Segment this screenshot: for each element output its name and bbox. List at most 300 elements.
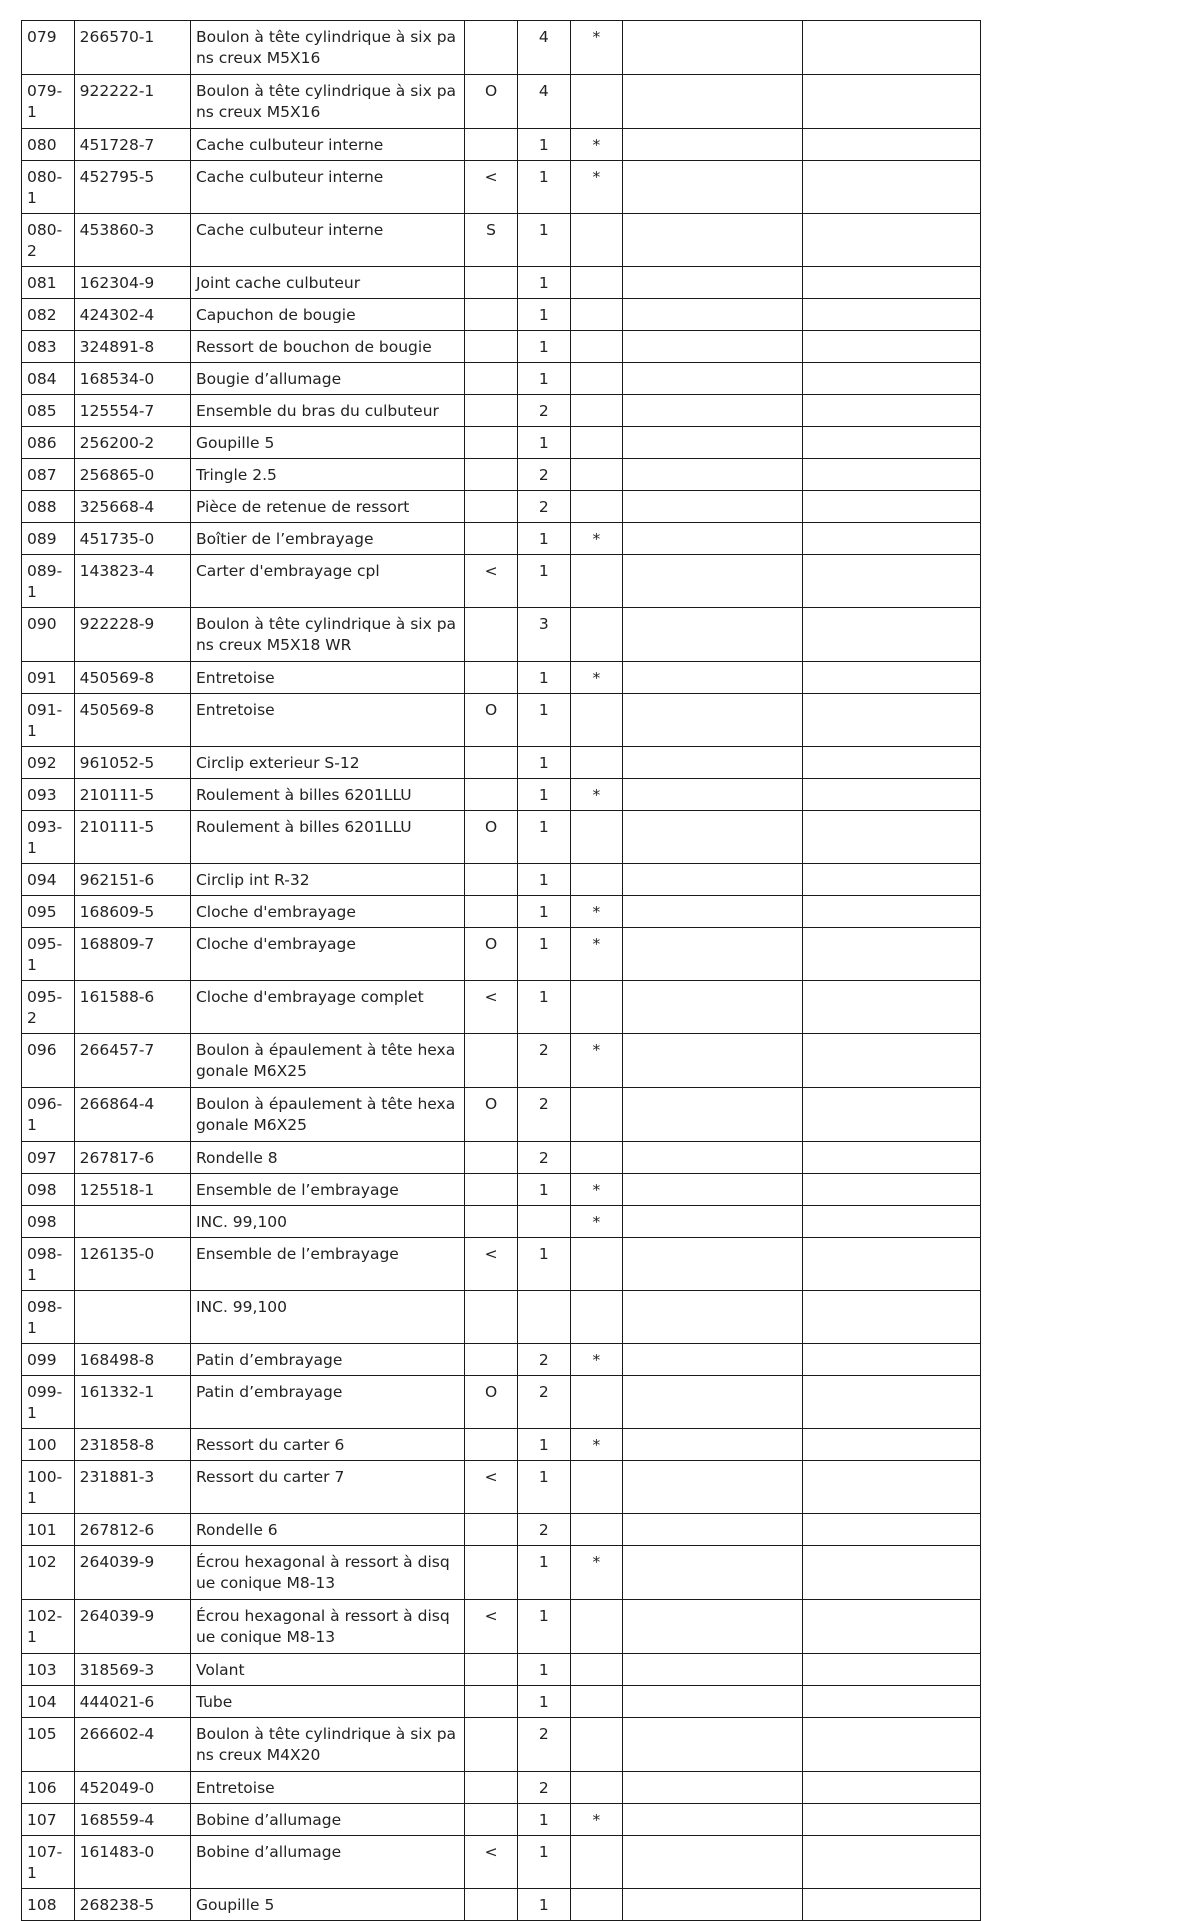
description-cell: Écrou hexagonal à ressort à disque conique M8-13: [190, 1546, 464, 1600]
blank-cell: [803, 1772, 981, 1804]
blank-cell: [623, 75, 803, 129]
description-cell: Rondelle 8: [190, 1142, 464, 1174]
part-number-cell: 161483-0: [74, 1836, 190, 1889]
note-cell: [465, 21, 518, 75]
blank-cell: [623, 267, 803, 299]
part-number-cell: 264039-9: [74, 1600, 190, 1654]
quantity-cell: 2: [517, 395, 570, 427]
note-cell: [465, 1772, 518, 1804]
description-cell: Cache culbuteur interne: [190, 129, 464, 161]
blank-cell: [623, 1804, 803, 1836]
ref-number-cell: 107: [22, 1804, 75, 1836]
description-cell: Cache culbuteur interne: [190, 161, 464, 214]
note-cell: [465, 747, 518, 779]
mark-cell: [570, 1686, 623, 1718]
quantity-cell: 2: [517, 1034, 570, 1088]
note-cell: [465, 427, 518, 459]
mark-cell: [570, 694, 623, 747]
blank-cell: [803, 267, 981, 299]
ref-number-cell: 081: [22, 267, 75, 299]
quantity-cell: 4: [517, 21, 570, 75]
blank-cell: [623, 395, 803, 427]
part-number-cell: 168498-8: [74, 1344, 190, 1376]
part-number-cell: 268238-5: [74, 1889, 190, 1921]
note-cell: <: [465, 1836, 518, 1889]
description-cell: Rondelle 6: [190, 1514, 464, 1546]
table-row: [22, 981, 981, 1034]
part-number-cell: 962151-6: [74, 864, 190, 896]
part-number-cell: 450569-8: [74, 694, 190, 747]
blank-cell: [803, 1142, 981, 1174]
quantity-cell: 2: [517, 491, 570, 523]
quantity-cell: 1: [517, 928, 570, 981]
ref-number-cell: 095-1: [22, 928, 75, 981]
blank-cell: [623, 363, 803, 395]
blank-cell: [803, 1291, 981, 1344]
quantity-cell: 1: [517, 811, 570, 864]
blank-cell: [803, 1461, 981, 1514]
note-cell: [465, 299, 518, 331]
description-cell: Cache culbuteur interne: [190, 214, 464, 267]
blank-cell: [623, 864, 803, 896]
table-row: [22, 779, 981, 811]
part-number-cell: 452795-5: [74, 161, 190, 214]
mark-cell: [570, 1772, 623, 1804]
part-number-cell: 267812-6: [74, 1514, 190, 1546]
note-cell: [465, 864, 518, 896]
mark-cell: *: [570, 1206, 623, 1238]
table-row: [22, 363, 981, 395]
ref-number-cell: 083: [22, 331, 75, 363]
description-cell: Bobine d’allumage: [190, 1836, 464, 1889]
quantity-cell: 1: [517, 129, 570, 161]
ref-number-cell: 089: [22, 523, 75, 555]
note-cell: O: [465, 811, 518, 864]
description-cell: INC. 99,100: [190, 1206, 464, 1238]
blank-cell: [803, 896, 981, 928]
table-row: [22, 21, 981, 75]
ref-number-cell: 082: [22, 299, 75, 331]
description-cell: Boîtier de l’embrayage: [190, 523, 464, 555]
table-row: [22, 523, 981, 555]
table-row: [22, 331, 981, 363]
quantity-cell: 1: [517, 267, 570, 299]
part-number-cell: [74, 1206, 190, 1238]
part-number-cell: 125554-7: [74, 395, 190, 427]
description-cell: Ensemble du bras du culbuteur: [190, 395, 464, 427]
description-cell: Pièce de retenue de ressort: [190, 491, 464, 523]
ref-number-cell: 092: [22, 747, 75, 779]
blank-cell: [623, 1772, 803, 1804]
table-row: [22, 928, 981, 981]
quantity-cell: 1: [517, 299, 570, 331]
mark-cell: [570, 331, 623, 363]
table-row: [22, 1034, 981, 1088]
blank-cell: [803, 1514, 981, 1546]
part-number-cell: 961052-5: [74, 747, 190, 779]
part-number-cell: 143823-4: [74, 555, 190, 608]
ref-number-cell: 098-1: [22, 1238, 75, 1291]
part-number-cell: 267817-6: [74, 1142, 190, 1174]
description-cell: Circlip int R-32: [190, 864, 464, 896]
description-cell: Tringle 2.5: [190, 459, 464, 491]
quantity-cell: 1: [517, 662, 570, 694]
part-number-cell: 168559-4: [74, 1804, 190, 1836]
quantity-cell: 2: [517, 459, 570, 491]
note-cell: [465, 523, 518, 555]
note-cell: [465, 1429, 518, 1461]
blank-cell: [623, 1291, 803, 1344]
mark-cell: [570, 747, 623, 779]
mark-cell: [570, 555, 623, 608]
part-number-cell: 231881-3: [74, 1461, 190, 1514]
part-number-cell: [74, 1291, 190, 1344]
table-row: [22, 896, 981, 928]
table-row: [22, 1376, 981, 1429]
table-row: [22, 459, 981, 491]
blank-cell: [623, 331, 803, 363]
mark-cell: [570, 1514, 623, 1546]
description-cell: Ensemble de l’embrayage: [190, 1238, 464, 1291]
part-number-cell: 231858-8: [74, 1429, 190, 1461]
mark-cell: [570, 608, 623, 662]
mark-cell: [570, 491, 623, 523]
ref-number-cell: 090: [22, 608, 75, 662]
quantity-cell: 1: [517, 363, 570, 395]
blank-cell: [623, 1206, 803, 1238]
blank-cell: [803, 395, 981, 427]
ref-number-cell: 095: [22, 896, 75, 928]
part-number-cell: 444021-6: [74, 1686, 190, 1718]
note-cell: [465, 129, 518, 161]
ref-number-cell: 102: [22, 1546, 75, 1600]
description-cell: Ressort de bouchon de bougie: [190, 331, 464, 363]
blank-cell: [803, 1206, 981, 1238]
description-cell: Ressort du carter 7: [190, 1461, 464, 1514]
part-number-cell: 168609-5: [74, 896, 190, 928]
table-row: [22, 1291, 981, 1344]
part-number-cell: 266864-4: [74, 1088, 190, 1142]
ref-number-cell: 088: [22, 491, 75, 523]
ref-number-cell: 106: [22, 1772, 75, 1804]
blank-cell: [803, 1034, 981, 1088]
blank-cell: [623, 608, 803, 662]
note-cell: [465, 331, 518, 363]
ref-number-cell: 093: [22, 779, 75, 811]
quantity-cell: [517, 1206, 570, 1238]
blank-cell: [623, 1836, 803, 1889]
blank-cell: [803, 555, 981, 608]
note-cell: O: [465, 75, 518, 129]
table-row: [22, 214, 981, 267]
blank-cell: [803, 608, 981, 662]
ref-number-cell: 089-1: [22, 555, 75, 608]
note-cell: [465, 1654, 518, 1686]
mark-cell: [570, 214, 623, 267]
part-number-cell: 256200-2: [74, 427, 190, 459]
blank-cell: [623, 1514, 803, 1546]
ref-number-cell: 087: [22, 459, 75, 491]
description-cell: Boulon à tête cylindrique à six pans creux M4X20: [190, 1718, 464, 1772]
note-cell: O: [465, 1088, 518, 1142]
description-cell: Joint cache culbuteur: [190, 267, 464, 299]
note-cell: [465, 491, 518, 523]
description-cell: Capuchon de bougie: [190, 299, 464, 331]
mark-cell: [570, 299, 623, 331]
mark-cell: *: [570, 523, 623, 555]
mark-cell: *: [570, 21, 623, 75]
blank-cell: [803, 331, 981, 363]
ref-number-cell: 102-1: [22, 1600, 75, 1654]
mark-cell: [570, 427, 623, 459]
ref-number-cell: 095-2: [22, 981, 75, 1034]
ref-number-cell: 104: [22, 1686, 75, 1718]
table-row: [22, 608, 981, 662]
quantity-cell: 2: [517, 1344, 570, 1376]
mark-cell: *: [570, 662, 623, 694]
quantity-cell: 1: [517, 1461, 570, 1514]
quantity-cell: 1: [517, 523, 570, 555]
blank-cell: [623, 1546, 803, 1600]
table-row: [22, 555, 981, 608]
description-cell: INC. 99,100: [190, 1291, 464, 1344]
mark-cell: *: [570, 1174, 623, 1206]
quantity-cell: 1: [517, 1429, 570, 1461]
blank-cell: [623, 981, 803, 1034]
table-row: [22, 1686, 981, 1718]
table-row: [22, 299, 981, 331]
description-cell: Boulon à tête cylindrique à six pans creux M5X16: [190, 75, 464, 129]
mark-cell: [570, 459, 623, 491]
blank-cell: [803, 161, 981, 214]
description-cell: Entretoise: [190, 1772, 464, 1804]
note-cell: O: [465, 694, 518, 747]
description-cell: Tube: [190, 1686, 464, 1718]
mark-cell: *: [570, 896, 623, 928]
blank-cell: [803, 459, 981, 491]
part-number-cell: 266457-7: [74, 1034, 190, 1088]
note-cell: <: [465, 981, 518, 1034]
note-cell: [465, 363, 518, 395]
table-row: [22, 747, 981, 779]
blank-cell: [623, 214, 803, 267]
table-row: [22, 1206, 981, 1238]
note-cell: [465, 1718, 518, 1772]
note-cell: <: [465, 1238, 518, 1291]
part-number-cell: 922228-9: [74, 608, 190, 662]
table-row: [22, 491, 981, 523]
description-cell: Entretoise: [190, 662, 464, 694]
ref-number-cell: 099: [22, 1344, 75, 1376]
ref-number-cell: 091-1: [22, 694, 75, 747]
part-number-cell: 450569-8: [74, 662, 190, 694]
mark-cell: *: [570, 1034, 623, 1088]
mark-cell: [570, 1088, 623, 1142]
ref-number-cell: 099-1: [22, 1376, 75, 1429]
quantity-cell: 1: [517, 161, 570, 214]
blank-cell: [803, 1889, 981, 1921]
blank-cell: [623, 662, 803, 694]
table-row: [22, 1461, 981, 1514]
ref-number-cell: 086: [22, 427, 75, 459]
blank-cell: [803, 427, 981, 459]
note-cell: [465, 459, 518, 491]
blank-cell: [803, 214, 981, 267]
quantity-cell: 1: [517, 1654, 570, 1686]
blank-cell: [803, 1836, 981, 1889]
blank-cell: [623, 1088, 803, 1142]
mark-cell: *: [570, 1344, 623, 1376]
table-row: [22, 1429, 981, 1461]
description-cell: Goupille 5: [190, 1889, 464, 1921]
blank-cell: [623, 1600, 803, 1654]
quantity-cell: 1: [517, 1174, 570, 1206]
description-cell: Ressort du carter 6: [190, 1429, 464, 1461]
mark-cell: [570, 1142, 623, 1174]
description-cell: Boulon à épaulement à tête hexagonale M6X25: [190, 1034, 464, 1088]
description-cell: Circlip exterieur S-12: [190, 747, 464, 779]
ref-number-cell: 084: [22, 363, 75, 395]
table-row: [22, 811, 981, 864]
mark-cell: *: [570, 779, 623, 811]
table-row: [22, 662, 981, 694]
blank-cell: [623, 129, 803, 161]
quantity-cell: 1: [517, 981, 570, 1034]
blank-cell: [623, 1142, 803, 1174]
description-cell: Bougie d’allumage: [190, 363, 464, 395]
part-number-cell: 210111-5: [74, 779, 190, 811]
table-row: [22, 1142, 981, 1174]
parts-table: [21, 20, 981, 1921]
mark-cell: *: [570, 161, 623, 214]
note-cell: [465, 267, 518, 299]
ref-number-cell: 079: [22, 21, 75, 75]
description-cell: Boulon à épaulement à tête hexagonale M6X25: [190, 1088, 464, 1142]
table-row: [22, 395, 981, 427]
mark-cell: [570, 395, 623, 427]
description-cell: Boulon à tête cylindrique à six pans creux M5X16: [190, 21, 464, 75]
note-cell: [465, 1142, 518, 1174]
table-row: [22, 1654, 981, 1686]
blank-cell: [803, 1376, 981, 1429]
blank-cell: [623, 555, 803, 608]
ref-number-cell: 080: [22, 129, 75, 161]
part-number-cell: 424302-4: [74, 299, 190, 331]
note-cell: [465, 1804, 518, 1836]
ref-number-cell: 105: [22, 1718, 75, 1772]
blank-cell: [803, 928, 981, 981]
note-cell: O: [465, 1376, 518, 1429]
ref-number-cell: 098-1: [22, 1291, 75, 1344]
note-cell: <: [465, 555, 518, 608]
description-cell: Bobine d’allumage: [190, 1804, 464, 1836]
mark-cell: [570, 1461, 623, 1514]
description-cell: Roulement à billes 6201LLU: [190, 811, 464, 864]
blank-cell: [623, 299, 803, 331]
ref-number-cell: 100-1: [22, 1461, 75, 1514]
blank-cell: [803, 491, 981, 523]
blank-cell: [803, 1686, 981, 1718]
mark-cell: [570, 1836, 623, 1889]
part-number-cell: 266602-4: [74, 1718, 190, 1772]
blank-cell: [803, 1174, 981, 1206]
ref-number-cell: 080-1: [22, 161, 75, 214]
parts-table-body: [22, 21, 981, 1921]
table-row: [22, 427, 981, 459]
part-number-cell: 922222-1: [74, 75, 190, 129]
part-number-cell: 264039-9: [74, 1546, 190, 1600]
quantity-cell: 1: [517, 1238, 570, 1291]
part-number-cell: 256865-0: [74, 459, 190, 491]
note-cell: [465, 1889, 518, 1921]
blank-cell: [803, 1804, 981, 1836]
ref-number-cell: 097: [22, 1142, 75, 1174]
quantity-cell: 1: [517, 747, 570, 779]
part-number-cell: 452049-0: [74, 1772, 190, 1804]
ref-number-cell: 079-1: [22, 75, 75, 129]
blank-cell: [803, 1654, 981, 1686]
blank-cell: [803, 981, 981, 1034]
note-cell: [465, 395, 518, 427]
table-row: [22, 1718, 981, 1772]
ref-number-cell: 096: [22, 1034, 75, 1088]
ref-number-cell: 096-1: [22, 1088, 75, 1142]
quantity-cell: 1: [517, 1686, 570, 1718]
note-cell: [465, 662, 518, 694]
blank-cell: [623, 459, 803, 491]
mark-cell: *: [570, 1804, 623, 1836]
note-cell: [465, 1174, 518, 1206]
blank-cell: [803, 694, 981, 747]
blank-cell: [803, 363, 981, 395]
mark-cell: [570, 1600, 623, 1654]
part-number-cell: 162304-9: [74, 267, 190, 299]
note-cell: [465, 1291, 518, 1344]
table-row: [22, 1174, 981, 1206]
blank-cell: [803, 1600, 981, 1654]
blank-cell: [803, 1429, 981, 1461]
description-cell: Carter d'embrayage cpl: [190, 555, 464, 608]
quantity-cell: [517, 1291, 570, 1344]
blank-cell: [803, 747, 981, 779]
note-cell: [465, 779, 518, 811]
blank-cell: [803, 1718, 981, 1772]
ref-number-cell: 085: [22, 395, 75, 427]
note-cell: [465, 1546, 518, 1600]
blank-cell: [803, 129, 981, 161]
part-number-cell: 266570-1: [74, 21, 190, 75]
note-cell: [465, 1514, 518, 1546]
mark-cell: [570, 811, 623, 864]
blank-cell: [623, 1174, 803, 1206]
blank-cell: [623, 491, 803, 523]
note-cell: <: [465, 1461, 518, 1514]
blank-cell: [623, 1238, 803, 1291]
quantity-cell: 1: [517, 555, 570, 608]
blank-cell: [803, 1088, 981, 1142]
note-cell: S: [465, 214, 518, 267]
quantity-cell: 2: [517, 1142, 570, 1174]
description-cell: Cloche d'embrayage: [190, 896, 464, 928]
blank-cell: [623, 523, 803, 555]
note-cell: O: [465, 928, 518, 981]
note-cell: <: [465, 161, 518, 214]
blank-cell: [623, 1686, 803, 1718]
note-cell: [465, 608, 518, 662]
part-number-cell: 161332-1: [74, 1376, 190, 1429]
description-cell: Ensemble de l’embrayage: [190, 1174, 464, 1206]
quantity-cell: 1: [517, 1546, 570, 1600]
